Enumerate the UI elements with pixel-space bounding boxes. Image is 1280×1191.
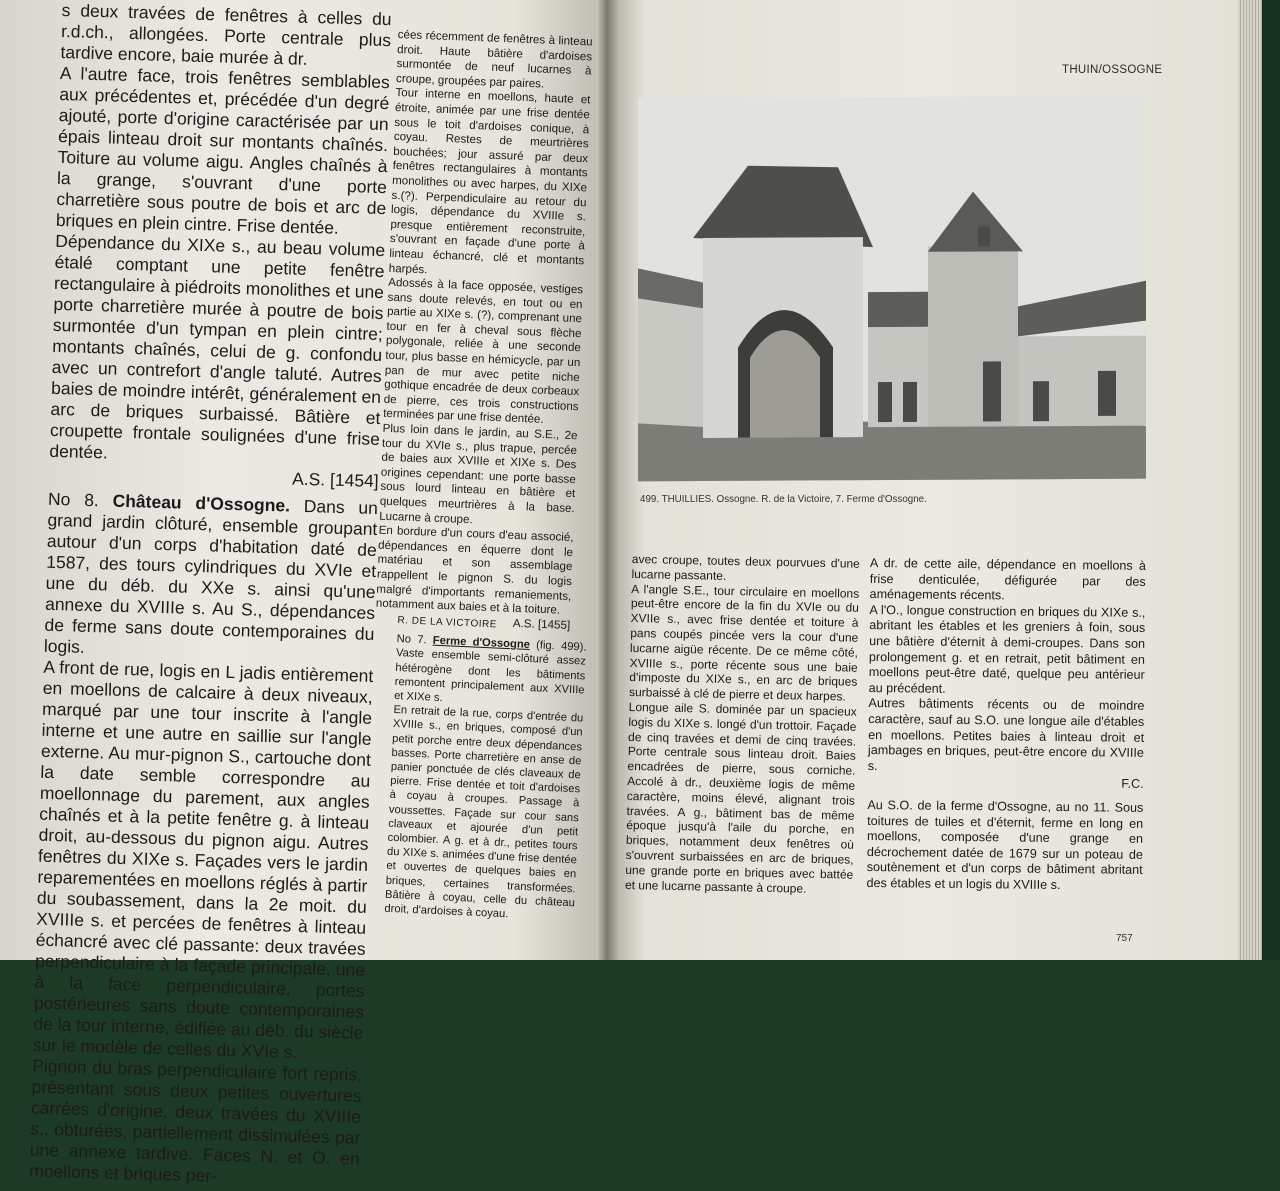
right-column-c bbox=[625, 552, 860, 907]
page-number: 757 bbox=[1116, 933, 1133, 944]
left-column-b-lower bbox=[383, 610, 588, 958]
paragraph: A l'angle S.E., tour circulaire en moellons peut-être encore de la fin du XVIe ou du XVIIe s., avec frise dentée et toiture à pans coupés pincée vers la cour d'une lucarne aigüe récente. De ce même côté, XVIIIe s., porte récente sous une baie d'imposte du XIXe s., en arc de briques surbaissé à clé de pierre et deux harpes. bbox=[628, 581, 860, 704]
farm-photograph bbox=[638, 96, 1146, 482]
right-column-d bbox=[866, 556, 1146, 919]
paragraph: Tour interne en moellons, haute et étroite, animée par une frise dentée sous le toit d'ardoises conique, à coyau. Restes de meurtrières bouchées; jour assuré par deux fenêtres rectangulaires à montants monolithes ou avec harpes, du XIXe s.(?). Perpendiculaire au retour du logis, dépendance du XVIIIe s. presque entièrement reconstruite, s'ouvrant en façade d'une porte à linteau échancré, clé et montants harpés. bbox=[388, 86, 591, 276]
section-label: R. DE LA VICTOIRE bbox=[397, 614, 498, 631]
paragraph: A dr. de cette aile, dépendance en moellons à frise denticulée, défigurée par des aménagements récents. bbox=[869, 556, 1146, 603]
page-edges bbox=[1238, 0, 1262, 960]
paragraph: Au S.O. de la ferme d'Ossogne, au no 11. Sous toitures de tuiles et d'éternit, ferme en long en moellons, composée d'une grange en décrochement datée de 1679 sur un poteau de soutènement et d'un corps de bâtiment abritant des étables et un logis du XVIIIe s. bbox=[866, 797, 1144, 892]
paragraph: cées récemment de fenêtres à linteau droit. Haute bâtière d'ardoises surmontée de neuf lucarnes à croupe, groupées par paires. bbox=[395, 28, 593, 91]
book-cover bbox=[1262, 0, 1280, 960]
entry-heading-8 bbox=[44, 489, 379, 666]
paragraph: Longue aile S. dominée par un spacieux logis du XIXe s. longé d'un trottoir. Façade de cinq travées et demi de cinq travées. Porte centrale sous linteau droit. Baies encadrées de pierre, sous corniche. Accolé à dr., deuxième logis de même caractère, moins élevé, alignant trois travées. A g., bâtiment bas de même époque jusqu'à l'aile du porche, en briques, notamment deux fenêtres où s'ouvrent surbaissées en arc de briques, une grande porte en briques avec battée et une lucarne passante à croupe. bbox=[624, 699, 857, 896]
paragraph: avec croupe, toutes deux pourvues d'une lucarne passante. bbox=[631, 552, 860, 583]
paragraph: Adossés à la face opposée, vestiges sans doute relevés, en tout ou en partie au XIXe s. (?), comprenant une tour en fer à cheval sous flèche polygonale, reliée à une seconde tour, plus basse en hémicycle, par un pan de mur avec petite niche gothique encadrée de deux corbeaux de pierre, ces trois constructions terminées par une frise dentée. bbox=[382, 275, 584, 427]
paragraph: Autres bâtiments récents ou de moindre caractère, sauf au S.O. une longue aile d'étables en moellons. Petites baies à linteau droit et jambages en briques, peut-être encore du XVIIIe s. bbox=[867, 696, 1145, 773]
left-column-b bbox=[375, 28, 593, 635]
paragraph: A l'O., longue construction en briques du XIXe s., abritant les étables et les greniers à foin, sous une bâtière d'éternit à demi-croupes. Dans son prolongement g. et en retrait, petit bâtiment en moellons peut-être daté, quelque peu antérieur au précédent. bbox=[868, 602, 1146, 696]
paragraph: A front de rue, logis en L jadis entièrement en moellons de calcaire à deux niveaux, marqué par une tour inscrite à l'angle interne et une autre en saillie sur l'angle externe. Au mur-pignon S., cartouche dont la date semble correspondre au moellonnage du parement, aux angles chaînés et à la petite fenêtre g. à linteau droit, au-dessous du pignon aigu. Autres fenêtres du XIXe s. Façades vers le jardin reparementées en moellons réglés à partir du soubassement, dans la 2e moit. du XVIIIe s. et percées de fenêtres à linteau échancré avec clé passante: deux travées perpendiculaire à la façade principale, une à la face perpendiculaire, portes postérieures sans doute contemporaines de la tour interne, édifiée au déb. du siècle sur le modèle de celles du XVIe s. bbox=[32, 656, 374, 1062]
entry-title: Ferme d'Ossogne bbox=[432, 634, 531, 652]
paragraph: En bordure d'un cours d'eau associé, dépendances en équerre dont le matériau et son assemblage rappellent le pignon S. du logis malgré d'importants remaniements, notamment aux baies et à la toiture. bbox=[375, 523, 574, 617]
entry-number: No 7. bbox=[396, 633, 427, 647]
photo-caption: 499. THUILLIES. Ossogne. R. de la Victoire, 7. Ferme d'Ossogne. bbox=[640, 494, 927, 505]
author-signature: A.S. [1455] bbox=[512, 616, 571, 632]
paragraph: Pignon du bras perpendiculaire fort repris, présentant sous deux petites ouvertures carrées d'origine, deux travées du XVIIIe s., obturées, partiellement dissimulées par une annexe tardive. Faces N. et O. en moellons et briques per- bbox=[29, 1055, 363, 1186]
running-head: THUIN/OSSOGNE bbox=[1062, 64, 1163, 76]
entry-number: No 8. bbox=[47, 488, 100, 511]
paragraph: Plus loin dans le jardin, au S.E., 2e tour du XVIe s., plus trapue, percée de baies aux XVIIIe et XIXe s. Des origines cependant: une porte basse sous lourd linteau en bâtière et quelques meurtrières à la base. Lucarne à croupe. bbox=[379, 421, 578, 526]
paragraph: Dans un grand jardin clôturé, ensemble groupant autour d'un corps d'habitation daté de 1587, des tours cylindriques du XVIe et une du déb. du XXe s. ainsi qu'une annexe du XVIIIe s. Au S., dépendances de ferme sans doute contemporaines du logis. bbox=[43, 495, 379, 657]
author-signature: F.C. bbox=[1121, 776, 1144, 792]
entry-title: Château d'Ossogne. bbox=[112, 490, 291, 516]
entry-heading-7 bbox=[394, 632, 587, 712]
farm-photo-drawing bbox=[638, 96, 1146, 482]
book-gutter bbox=[596, 0, 618, 960]
paragraph: Dépendance du XIXe s., au beau volume étalé comptant une petite fenêtre rectangulaire à piédroits monolithes et une porte charretière murée à poutre de bois surmontée d'un tympan en plein cintre; montants chaînés, celui de g. confondu avec un contrefort d'angle taluté. Autres baies de moindre intérêt, généralement en arc de briques surbaissé. Bâtière et croupette frontale soulignées d'une frise dentée. bbox=[49, 230, 386, 463]
author-signature: A.S. [1454] bbox=[291, 468, 379, 492]
paragraph: (fig. 499). Vaste ensemble semi-clôturé assez hétérogène dont les bâtiments remontent principalement aux XVIIIe et XIXe s. bbox=[393, 639, 587, 705]
left-column-a bbox=[29, 0, 392, 1186]
paragraph: En retrait de la rue, corps d'entrée du XVIIIe s., en briques, composé d'un petit porche entre deux dépendances basses. Porte charretière en anse de panier ponctuée de clés claveaux de pierre. Frise dentée et toit d'ardoises à coyau à croupes. Passage à voussettes. Façade sur cour sans claveaux et ajourée d'un petit colombier. A g. et à dr., petites tours du XIXe s. animées d'une frise dentée et ouvertes de quelques baies en briques, certaines transformées. Bâtière à coyau, celle du château droit, d'ardoises à coyau. bbox=[384, 704, 584, 921]
paragraph: s deux travées de fenêtres à celles du r.d.ch., allongées. Porte centrale plus tardive encore, baie murée à dr. bbox=[60, 0, 392, 69]
paragraph: A l'autre face, trois fenêtres semblables aux précédentes et, précédée d'un degré ajouté, porte d'origine caractérisée par un épais linteau droit sur montants chaînés. Toiture au volume aigu. Angles chaînés à la grange, s'ouvrant d'une porte charretière sous poutre de bois et arc de briques en plein cintre. Frise dentée. bbox=[55, 62, 391, 238]
